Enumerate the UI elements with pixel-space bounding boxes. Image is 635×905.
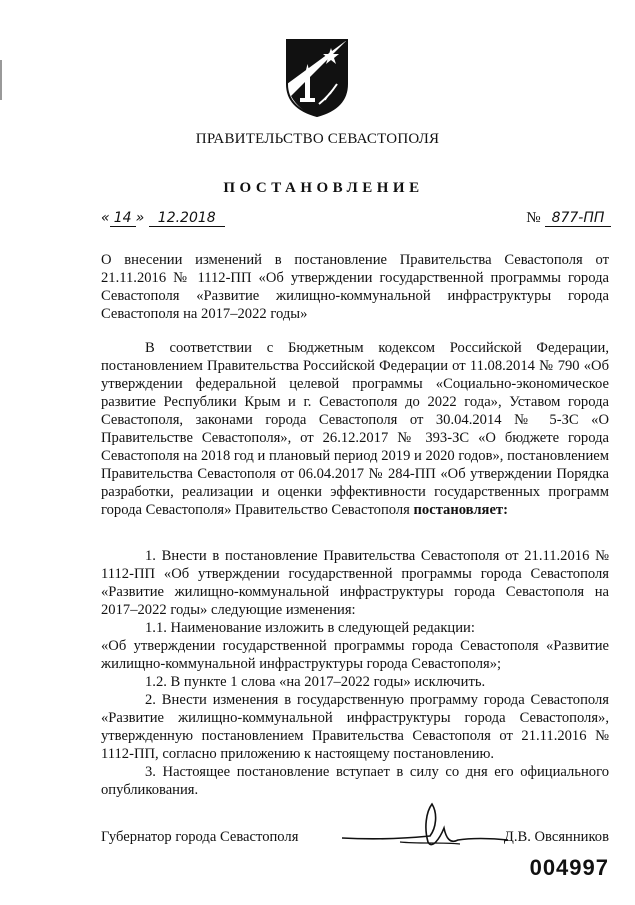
document-date bbox=[101, 210, 225, 227]
point-1-2: 1.2. В пункте 1 слова «на 2017–2022 годы» исключить. bbox=[145, 674, 486, 690]
number-label: № bbox=[526, 210, 541, 226]
point-1: 1. Внести в постановление Правительства Севастополя от 21.11.2016 № 1112-ПП «Об утверждении государственной программы города Севастополя «Развитие жилищно-коммунальной инфраструктуры города Севастополя на 2017–2022 годы» следующие изменения: bbox=[101, 548, 609, 618]
document-title: ПОСТАНОВЛЕНИЕ bbox=[223, 180, 424, 196]
signatory-name: Д.В. Овсянников bbox=[503, 829, 609, 845]
point-1-1-text: «Об утверждении государственной программы города Севастополя «Развитие жилищно-коммунальной инфраструктуры города Севастополя»; bbox=[101, 638, 609, 672]
point-3: 3. Настоящее постановление вступает в силу со дня его официального опубликования. bbox=[101, 764, 609, 798]
preamble bbox=[101, 339, 609, 519]
point-2: 2. Внести изменения в государственную программу города Севастополя «Развитие жилищно-коммунальной инфраструктуры города Севастополя», утвержденную постановлением Правительства Севастополя от 21.11.2016 № 1112-ПП, согласно приложению к настоящему постановлению. bbox=[101, 692, 609, 762]
handwritten-signature bbox=[340, 798, 510, 858]
date-close-quote: » bbox=[135, 210, 145, 226]
preamble-text: В соответствии с Бюджетным кодексом Российской Федерации, постановлением Правительства Российской Федерации от 11.08.2014 № 790 «Об утверждении федеральной целевой программы «Социально-экономическое развитие Республики Крым и г. Севастополя до 2022 года», Уставом города Севастополя, законами города Севастополя от 30.04.2014 № 5-ЗС «О Правительстве Севастополя», от 26.12.2017 № 393-ЗС «О бюджете города Севастополя на 2018 год и плановый период 2019 и 2020 годов», постановлением Правительства Севастополя от 06.04.2017 № 284-ПП «Об утверждении Порядка разработки, реализации и оценки эффективности государственных программ города Севастополя» Правительство Севастополя bbox=[101, 340, 609, 518]
sevastopol-coat-of-arms-icon bbox=[285, 38, 349, 118]
point-1-1: 1.1. Наименование изложить в следующей редакции: bbox=[145, 620, 475, 636]
date-day: 14 bbox=[110, 210, 136, 227]
scan-artifact bbox=[0, 60, 2, 100]
date-open-quote: « bbox=[101, 210, 110, 226]
government-name: ПРАВИТЕЛЬСТВО СЕВАСТОПОЛЯ bbox=[195, 131, 440, 147]
signatory-position: Губернатор города Севастополя bbox=[101, 829, 299, 845]
document-subject: О внесении изменений в постановление Правительства Севастополя от 21.11.2016 № 1112-ПП «Об утверждении государственной программы города Севастополя «Развитие жилищно-коммунальной инфраструктуры города Севастополя на 2017–2022 годы» bbox=[101, 252, 609, 322]
resolves-word: постановляет: bbox=[413, 502, 508, 518]
document-number bbox=[526, 210, 611, 227]
date-month-year: 12.2018 bbox=[149, 210, 225, 227]
resolution-points bbox=[101, 547, 609, 799]
serial-number: 004997 bbox=[529, 855, 609, 880]
number-value: 877-ПП bbox=[545, 210, 611, 227]
